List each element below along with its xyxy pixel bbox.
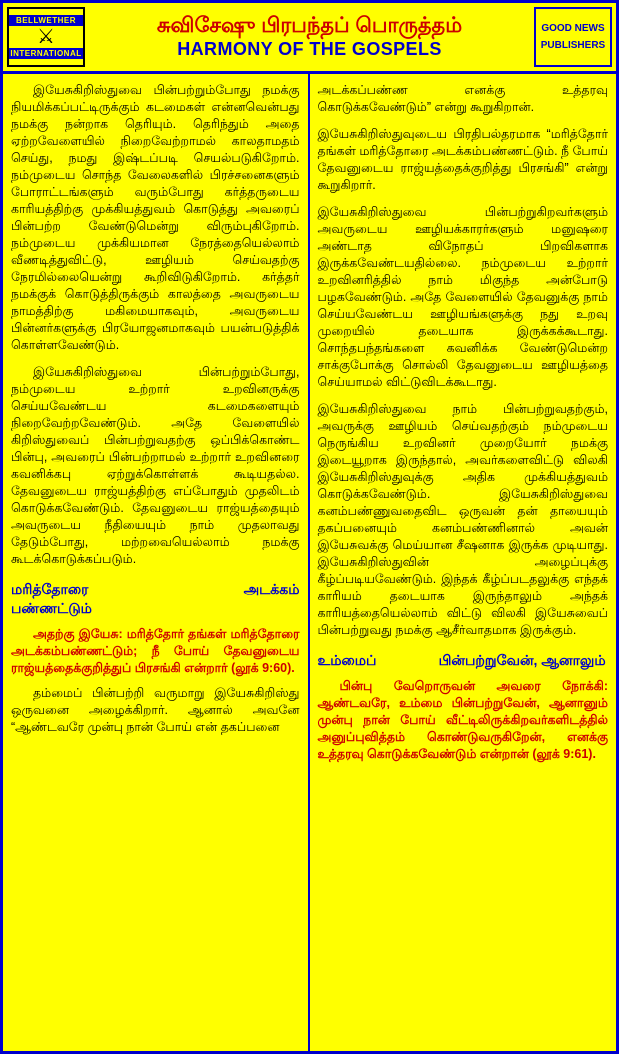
good-news-publishers-logo xyxy=(534,7,612,67)
paragraph: இயேசுகிறிஸ்துவை பின்பற்றும்போது நமக்கு நியமிக்கப்பட்டிருக்கும் கடமைகள் என்னவென்பது நமக்கு நன்றாக தெரியும். தெரிந்தும் அதை ஏற்றவேளையில் நிறைவேற்றாமல் காலதாமதம் செய்து, நமது இஷ்டப்படி செயல்படுகிறோம். நம்முடைய சொந்த வேலைகளில் பிரச்சனைகளும் போராட்டங்களும் வரும்போது கர்த்தருடைய காரியத்திற்கு முக்கியத்துவம் கொடுத்து அவரைப் பின்பற்ற வேண்டுமென்று விரும்புகிறோம். நம்முடைய முக்கியமான நேரத்தையெல்லாம் வீணடித்துவிட்டு, ஊழியம் செய்வதற்கு நேரமில்லையென்று கூறிவிடுகிறோம். கர்த்தர் நமக்குக் கொடுத்திருக்கும் காலத்தை அவருடைய நாமத்திற்கு மகிமையாகவும், அவருடைய பின்னர்களுக்கு பிரயோஜனமாகவும் பயன்படுத்திக் கொள்ளவேண்டும். xyxy=(11,83,300,352)
section-heading: உம்மைப் பின்பற்றுவேன், ஆனாலும் xyxy=(317,652,606,668)
publisher-line-2: PUBLISHERS xyxy=(540,40,606,51)
paragraph: இயேசுகிறிஸ்துவை பின்பற்றும்போது, நம்முடைய உற்றார் உறவினருக்கு செய்யவேண்டய கடமைகளையும் நிறைவேற்றவேண்டும். அதே வேளையில் கிறிஸ்துவைப் பின்பற்றுவதற்கு ஒப்பிக்கொண்ட பின்பு, அவரைப் பின்பற்றாமல் உற்றார் உறவினரை கவனிக்கபு ஏற்றுக்கொள்ளக் கூடியதல்ல. தேவனுடைய ராஜ்யத்திற்கு எப்போதும் முதலிடம் கொடுக்கவேண்டும். தேவனுடைய ராஜ்யத்தையும் அவருடைய நீதியையும் நாம் முதலாவது தேடும்போது, மற்றவையெல்லாம் நமக்கு கூடக்கொடுக்கப்படும். xyxy=(11,365,300,566)
publisher-line-1: GOOD NEWS xyxy=(541,23,605,34)
left-column xyxy=(3,74,310,1054)
paragraph: தம்மைப் பின்பற்றி வருமாறு இயேசுகிறிஸ்து ஒருவனை அழைக்கிறார். ஆனால் அவனே “ஆண்டவரே முன்பு நான் போய் என் தகப்பனை xyxy=(11,686,300,734)
section-heading: மரித்தோரை அடக்கம் பண்ணட்டும் xyxy=(11,581,300,616)
page-body xyxy=(3,74,616,1054)
paragraph: இயேசுகிறிஸ்துவுடைய பிரதிபல்தரமாக “மரித்தோர் தங்கள் மரித்தோரை அடக்கம்பண்ணட்டும். நீ போய் தேவனுடைய ராஜ்யத்தைக்குறித்து பிரசங்கி” என்று கூறுகிறார். xyxy=(317,127,608,192)
bellwether-top-band: BELLWETHER xyxy=(9,15,83,26)
page-title xyxy=(89,3,530,71)
scripture-quote: அதற்கு இயேசு: மரித்தோர் தங்கள் மரித்தோரை அடக்கம்பண்ணட்டும்; நீ போய் தேவனுடைய ராஜ்யத்தைக்குறித்துப் பிரசங்கி என்றார் (லூக் 9:60). xyxy=(11,627,300,675)
paragraph: இயேசுகிறிஸ்துவை நாம் பின்பற்றுவதற்கும், அவருக்கு ஊழியம் செய்வதற்கும் நம்முடைய நெருங்கிய உறவினர் முறையோர் நமக்கு இடையூறாக இருந்தால், அவர்களைவிட்டு விலகி இயேசுகிறிஸ்துவுக்கு அதிக முக்கியத்துவம் கொடுக்கவேண்டும். இயேசுகிறிஸ்துவை கனம்பண்ணுவதைவிட ஒருவன் தன் தாயையும் தகப்பனையும் கனம்பண்ணினால் அவன் இயேசுவக்கு மெய்யான சீஷனாக இருக்க முடியாது. இயேசுகிறிஸ்துவின் அழைப்புக்கு கீழ்ப்படியவேண்டும். இந்தக் கீழ்ப்படதலுக்கு எந்தக் காரியம் தடையாக இருந்தாலும் அந்தக் காரியத்தையெல்லாம் விட்டு விலகி இயேசுவைப் பின்பற்றுவது நமக்கு ஆசீர்வாதமாக இருக்கும். xyxy=(317,402,608,637)
title-english: HARMONY OF THE GOSPELS xyxy=(177,39,442,59)
page-header xyxy=(3,3,616,74)
bellwether-logo xyxy=(7,7,85,67)
right-column xyxy=(310,74,617,1054)
paragraph: அடக்கப்பண்ண எனக்கு உத்தரவு கொடுக்கவேண்டும்” என்று கூறுகிறான். xyxy=(317,83,608,114)
bellwether-bottom-band: INTERNATIONAL xyxy=(10,49,82,58)
scripture-quote: பின்பு வேறொருவன் அவரை நோக்கி: ஆண்டவரே, உம்மை பின்பற்றுவேன், ஆனானும் முன்பு நான் போய் வீட்டிலிருக்கிறவர்களிடத்தில் அனுப்புவித்தம் கொண்டுவருகிறேன், எனக்கு உத்தரவு கொடுக்கவேண்டும் என்றான் (லூக் 9:61). xyxy=(317,679,608,761)
paragraph: இயேசுகிறிஸ்துவை பின்பற்றுகிறவர்களும் அவருடைய ஊழியக்காரர்களும் மனுஷரை அண்டாத விநோதப் பிறவிகளாக இருக்கவேண்டயதில்லை. நம்முடைய உற்றார் உறவினரித்தில் நாம் மிகுந்த அன்போடு பழகவேண்டும். அதே வேளையில் தேவனுக்கு நாம் செய்யவேண்டய ஊழியங்களுக்கு நது உறவு முறையில் தடையாக இருக்கக்கூடாது. சொந்தபந்தங்களை கவனிக்க வேண்டுமென்ற சாக்குபோக்கு சொல்லி தேவனுடைய ஊழியத்தை செய்யாமல் விட்டுவிடக்கூடாது. xyxy=(317,205,608,389)
title-tamil: சுவிசேஷு பிரபந்தப் பொருத்தம் xyxy=(156,14,463,37)
bellwether-emblem-icon: ⚔ xyxy=(37,26,55,48)
